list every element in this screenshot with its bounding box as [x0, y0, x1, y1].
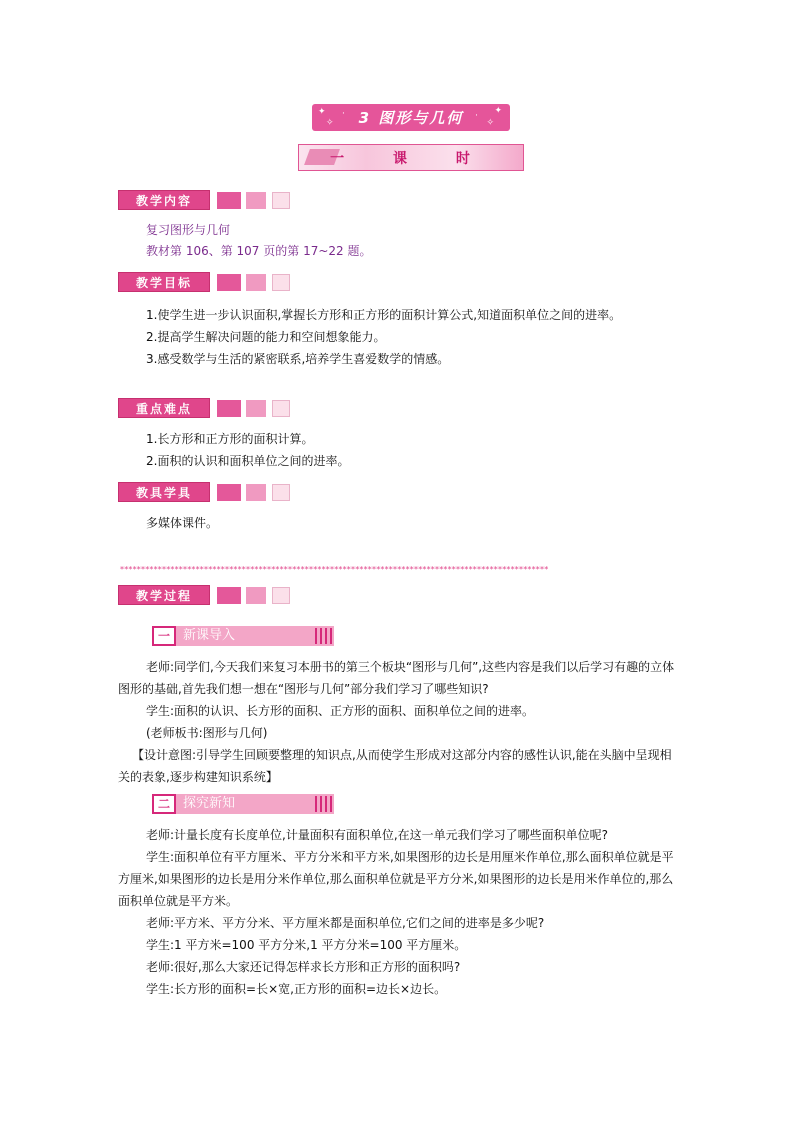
decorative-bars	[312, 796, 332, 812]
goal-line: 2.提高学生解决问题的能力和空间想象能力。	[146, 330, 386, 344]
subsection-number: 一	[152, 626, 176, 646]
decorative-bars	[312, 628, 332, 644]
lesson-title-bar	[298, 144, 524, 171]
goals-body	[118, 304, 678, 370]
unit-title-banner	[312, 104, 510, 131]
decorative-square	[246, 400, 266, 417]
decorative-square	[272, 484, 290, 501]
goal-line: 1.使学生进一步认识面积,掌握长方形和正方形的面积计算公式,知道面积单位之间的进率。	[146, 308, 622, 322]
content-line: 复习图形与几何	[146, 223, 231, 237]
paragraph: (老师板书:图形与几何)	[146, 726, 268, 740]
explore-body	[118, 824, 680, 1000]
star-icon: ·	[342, 109, 345, 119]
subsection-number: 二	[152, 794, 176, 814]
paragraph: 学生:面积的认识、长方形的面积、正方形的面积、面积单位之间的进率。	[146, 704, 535, 718]
star-divider: ******************************************************************************************************	[120, 566, 549, 574]
paragraph: 学生:面积单位有平方厘米、平方分米和平方米,如果图形的边长是用厘米作单位,那么面积单位就是平方厘米,如果图形的边长是用分米作单位,那么面积单位就是平方分米,如果图形的边长是用米作单位的,那么面积单位就是平方米。	[118, 850, 674, 908]
unit-title: 3 图形与几何	[358, 109, 464, 127]
paragraph: 老师:同学们,今天我们来复习本册书的第三个板块“图形与几何”,这些内容是我们以后学习有趣的立体图形的基础,首先我们想一想在“图形与几何”部分我们学习了哪些知识?	[118, 660, 675, 696]
paragraph: 老师:计量长度有长度单位,计量面积有面积单位,在这一单元我们学习了哪些面积单位呢?	[146, 828, 609, 842]
decorative-square	[272, 274, 290, 291]
subsection-header-intro	[152, 626, 334, 646]
decorative-square	[217, 484, 241, 501]
key-point-line: 2.面积的认识和面积单位之间的进率。	[146, 454, 350, 468]
star-icon: ·	[475, 111, 478, 121]
subsection-title: 探究新知	[183, 796, 236, 811]
star-icon: ✦	[494, 106, 502, 116]
decorative-square	[217, 587, 241, 604]
decorative-square	[246, 484, 266, 501]
decorative-square	[246, 192, 266, 209]
decorative-square	[246, 587, 266, 604]
decorative-square	[272, 587, 290, 604]
key-points-body	[118, 428, 678, 472]
paragraph: 【设计意图:引导学生回顾要整理的知识点,从而使学生形成对这部分内容的感性认识,能在头脑中呈现相关的表象,逐步构建知识系统】	[118, 748, 672, 784]
decorative-square	[272, 192, 290, 209]
paragraph: 老师:很好,那么大家还记得怎样求长方形和正方形的面积吗?	[146, 960, 461, 974]
section-label: 教学内容	[118, 190, 210, 210]
section-label: 教学目标	[118, 272, 210, 292]
section-label: 教具学具	[118, 482, 210, 502]
star-icon: ✧	[486, 118, 494, 128]
key-point-line: 1.长方形和正方形的面积计算。	[146, 432, 314, 446]
tools-body	[118, 512, 678, 534]
section-label: 重点难点	[118, 398, 210, 418]
star-icon: ✦	[318, 107, 326, 117]
goal-line: 3.感受数学与生活的紧密联系,培养学生喜爱数学的情感。	[146, 352, 450, 366]
subsection-header-explore	[152, 794, 334, 814]
decorative-square	[246, 274, 266, 291]
star-icon: ✧	[326, 118, 334, 128]
intro-body	[118, 656, 680, 788]
decorative-square	[217, 274, 241, 291]
lesson-title: 一 课 时	[330, 151, 492, 167]
content-body	[146, 220, 706, 262]
section-label: 教学过程	[118, 585, 210, 605]
content-line: 教材第 106、第 107 页的第 17~22 题。	[146, 244, 372, 258]
subsection-title: 新课导入	[183, 628, 236, 643]
tools-line: 多媒体课件。	[146, 516, 219, 530]
decorative-square	[217, 192, 241, 209]
paragraph: 学生:1 平方米=100 平方分米,1 平方分米=100 平方厘米。	[146, 938, 467, 952]
decorative-square	[217, 400, 241, 417]
paragraph: 学生:长方形的面积=长×宽,正方形的面积=边长×边长。	[146, 982, 447, 996]
decorative-square	[272, 400, 290, 417]
paragraph: 老师:平方米、平方分米、平方厘米都是面积单位,它们之间的进率是多少呢?	[146, 916, 545, 930]
